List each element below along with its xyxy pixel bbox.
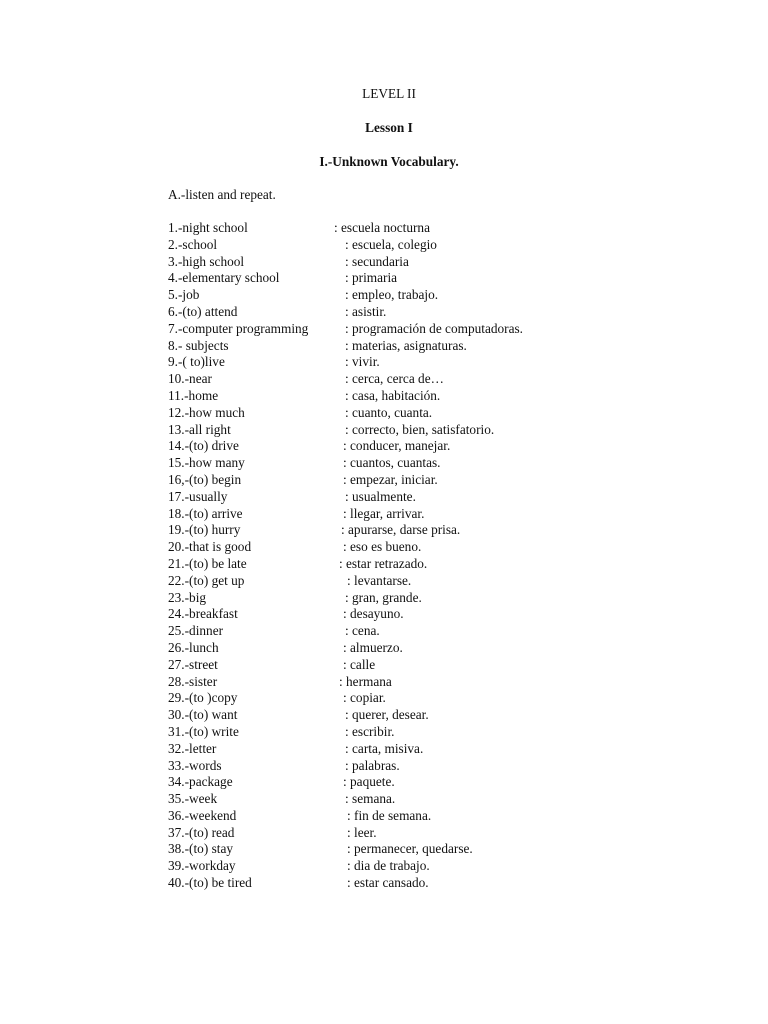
vocab-row	[168, 707, 588, 724]
vocab-definition: : empleo, trabajo.	[345, 287, 439, 303]
vocab-definition: : vivir.	[345, 354, 380, 370]
vocab-definition: : leer.	[347, 824, 377, 840]
vocab-row	[168, 690, 588, 707]
vocab-definition: : hermana	[339, 673, 392, 689]
vocab-definition: : escuela, colegio	[345, 236, 437, 252]
vocab-definition: : palabras.	[345, 757, 400, 773]
vocab-term: 12.-how much	[168, 404, 245, 420]
vocab-term: 27.-street	[168, 656, 218, 672]
vocab-term: 13.-all right	[168, 421, 231, 437]
vocab-definition: : estar retrazado.	[339, 555, 428, 571]
vocab-term: 36.-weekend	[168, 807, 237, 823]
vocab-definition: : copiar.	[343, 690, 386, 706]
vocab-term: 6.-(to) attend	[168, 303, 238, 319]
vocab-row	[168, 405, 588, 422]
vocab-definition: : eso es bueno.	[343, 539, 422, 555]
section-heading: I.-Unknown Vocabulary.	[319, 154, 459, 169]
vocab-row	[168, 774, 588, 791]
vocab-row	[168, 590, 588, 607]
vocab-term: 21.-(to) be late	[168, 555, 247, 571]
vocab-definition: : cena.	[345, 623, 380, 639]
vocab-term: 22.-(to) get up	[168, 572, 245, 588]
vocab-term: 18.-(to) arrive	[168, 505, 243, 521]
vocab-row	[168, 556, 588, 573]
vocab-row	[168, 825, 588, 842]
vocab-term: 16,-(to) begin	[168, 471, 242, 487]
vocab-row	[168, 841, 588, 858]
vocab-term: 30.-(to) want	[168, 707, 238, 723]
vocab-definition: : almuerzo.	[343, 639, 403, 655]
vocab-row	[168, 808, 588, 825]
vocab-row	[168, 438, 588, 455]
vocab-row	[168, 388, 588, 405]
vocab-term: 1.-night school	[168, 220, 248, 235]
vocab-definition: : permanecer, quedarse.	[347, 841, 473, 857]
instruction-text: A.-listen and repeat.	[168, 187, 276, 202]
vocab-row	[168, 522, 588, 539]
vocab-row	[168, 657, 588, 674]
vocab-term: 4.-elementary school	[168, 270, 280, 286]
vocab-term: 24.-breakfast	[168, 606, 238, 622]
vocab-term: 38.-(to) stay	[168, 841, 233, 857]
level-heading: LEVEL II	[362, 86, 416, 101]
vocab-row	[168, 237, 588, 254]
vocab-definition: : empezar, iniciar.	[343, 471, 438, 487]
vocab-term: 11.-home	[168, 387, 219, 403]
vocab-definition: : cuantos, cuantas.	[343, 455, 441, 471]
vocab-term: 29.-(to )copy	[168, 690, 238, 706]
vocab-definition: : correcto, bien, satisfatorio.	[345, 421, 495, 437]
vocab-definition: : escuela nocturna	[334, 220, 430, 235]
vocab-row	[168, 573, 588, 590]
vocab-definition: : semana.	[345, 791, 396, 807]
vocab-definition: : asistir.	[345, 303, 387, 319]
vocab-term: 10.-near	[168, 371, 212, 387]
vocab-row	[168, 371, 588, 388]
vocab-definition: : estar cansado.	[347, 875, 429, 891]
vocab-definition: : usualmente.	[345, 488, 416, 504]
vocab-term: 5.-job	[168, 287, 200, 303]
vocab-definition: : escribir.	[345, 723, 395, 739]
vocab-definition: : conducer, manejar.	[343, 438, 451, 454]
vocab-term: 17.-usually	[168, 488, 228, 504]
vocab-term: 37.-(to) read	[168, 824, 235, 840]
vocab-term: 40.-(to) be tired	[168, 875, 252, 891]
vocab-row	[168, 539, 588, 556]
vocab-term: 35.-week	[168, 791, 218, 807]
vocab-term: 23.-big	[168, 589, 207, 605]
vocab-term: 14.-(to) drive	[168, 438, 239, 454]
vocab-term: 15.-how many	[168, 455, 245, 471]
vocabulary-list	[168, 220, 588, 892]
vocab-definition: : dia de trabajo.	[347, 858, 430, 874]
vocab-definition: : apurarse, darse prisa.	[341, 522, 461, 538]
vocab-row	[168, 270, 588, 287]
vocab-definition: : desayuno.	[343, 606, 404, 622]
vocab-definition: : paquete.	[343, 774, 395, 790]
vocab-definition: : primaria	[345, 270, 398, 286]
vocab-definition: : levantarse.	[347, 572, 412, 588]
vocab-definition: : programación de computadoras.	[345, 320, 523, 336]
vocab-term: 7.-computer programming	[168, 320, 309, 336]
vocab-row	[168, 623, 588, 640]
vocab-row	[168, 875, 588, 892]
vocab-row	[168, 304, 588, 321]
vocab-term: 34.-package	[168, 774, 233, 790]
vocab-definition: : gran, grande.	[345, 589, 422, 605]
vocab-term: 25.-dinner	[168, 623, 224, 639]
vocab-row	[168, 338, 588, 355]
vocab-row	[168, 758, 588, 775]
vocab-definition: : cuanto, cuanta.	[345, 404, 433, 420]
vocab-definition: : materias, asignaturas.	[345, 337, 467, 353]
vocab-row	[168, 506, 588, 523]
vocab-definition: : llegar, arrivar.	[343, 505, 425, 521]
vocab-row	[168, 674, 588, 691]
vocab-row	[168, 354, 588, 371]
vocab-definition: : carta, misiva.	[345, 740, 424, 756]
vocab-term: 39.-workday	[168, 858, 236, 874]
vocab-row	[168, 858, 588, 875]
vocab-term: 19.-(to) hurry	[168, 522, 241, 538]
lesson-heading: Lesson I	[365, 120, 413, 135]
vocab-term: 8.- subjects	[168, 337, 229, 353]
vocab-term: 26.-lunch	[168, 639, 219, 655]
vocab-definition: : casa, habitación.	[345, 387, 441, 403]
vocab-definition: : querer, desear.	[345, 707, 429, 723]
vocab-row	[168, 791, 588, 808]
vocab-row	[168, 489, 588, 506]
vocab-row	[168, 287, 588, 304]
vocab-row	[168, 455, 588, 472]
vocab-definition: : fin de semana.	[347, 807, 432, 823]
vocab-term: 3.-high school	[168, 253, 245, 269]
vocab-definition: : secundaria	[345, 253, 409, 269]
vocab-row	[168, 220, 588, 237]
vocab-term: 2.-school	[168, 236, 218, 252]
vocab-term: 9.-( to)live	[168, 354, 225, 370]
vocab-row	[168, 321, 588, 338]
vocab-term: 33.-words	[168, 757, 222, 773]
vocab-row	[168, 640, 588, 657]
vocab-row	[168, 741, 588, 758]
vocab-row	[168, 724, 588, 741]
vocab-row	[168, 472, 588, 489]
vocab-term: 31.-(to) write	[168, 723, 239, 739]
vocab-term: 28.-sister	[168, 673, 218, 689]
vocab-definition: : cerca, cerca de…	[345, 371, 444, 387]
vocab-term: 32.-letter	[168, 740, 217, 756]
vocab-row	[168, 254, 588, 271]
vocab-row	[168, 422, 588, 439]
vocab-definition: : calle	[343, 656, 376, 672]
vocab-row	[168, 606, 588, 623]
vocab-term: 20.-that is good	[168, 539, 252, 555]
